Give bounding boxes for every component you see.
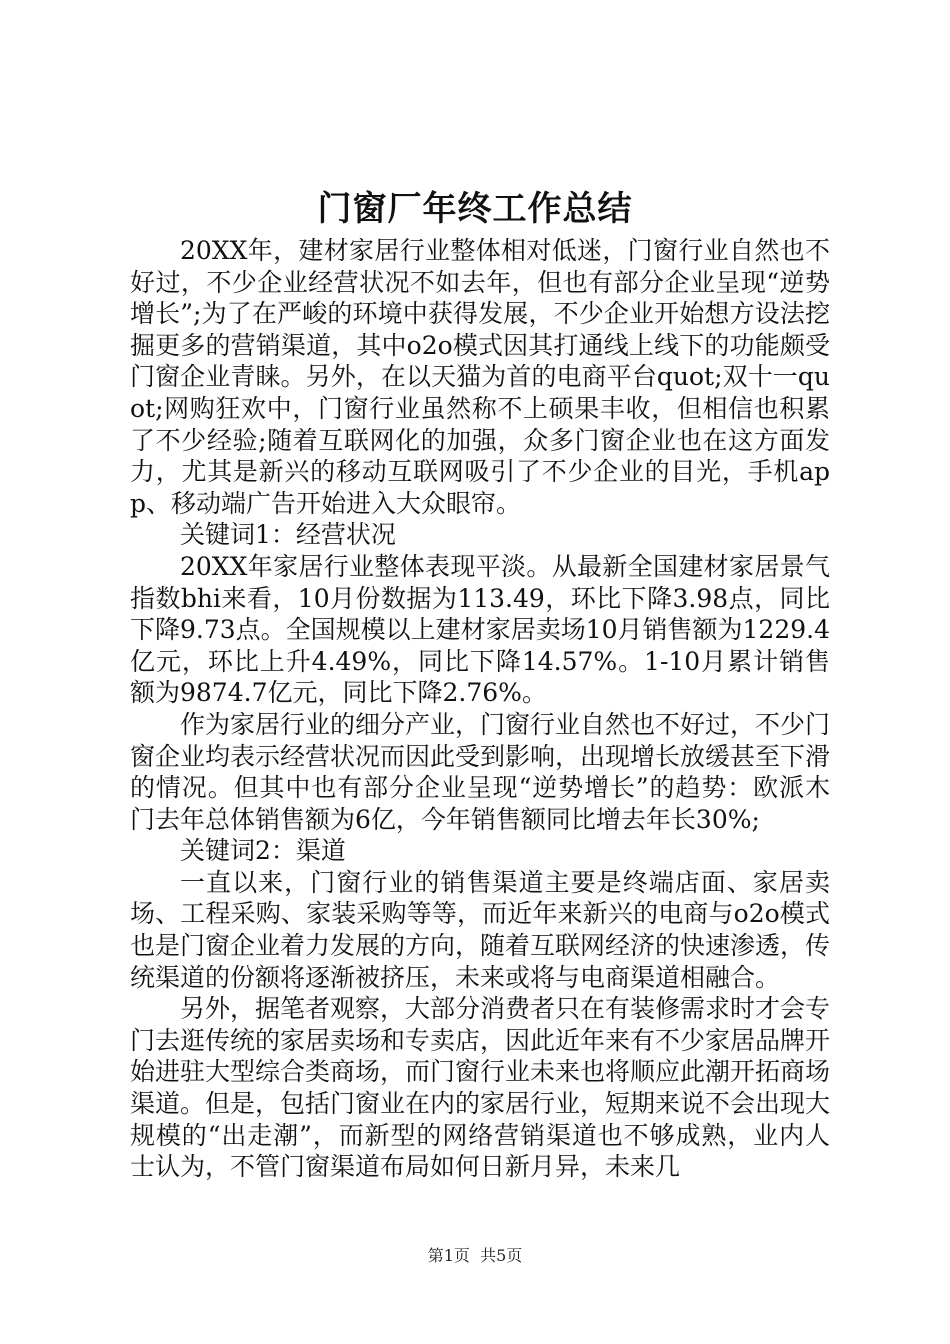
- footer-separator: [470, 1246, 480, 1265]
- paragraph-intro: 20XX年，建材家居行业整体相对低迷，门窗行业自然也不好过，不少企业经营状况不如去年，但也有部分企业呈现“逆势增长”;为了在严峻的环境中获得发展，不少企业开始想方设法挖掘更多的营销渠道，其中o2o模式因其打通线上线下的功能颇受门窗企业青睐。另外，在以天猫为首的电商平台quot;双十一quot;网购狂欢中，门窗行业虽然称不上硕果丰收，但相信也积累了不少经验;随着互联网化的加强，众多门窗企业也在这方面发力，尤其是新兴的移动互联网吸引了不少企业的目光，手机app、移动端广告开始进入大众眼帘。: [130, 236, 830, 518]
- paragraph-door-window-industry: 作为家居行业的细分产业，门窗行业自然也不好过，不少门窗企业均表示经营状况而因此受到影响，出现增长放缓甚至下滑的情况。但其中也有部分企业呈现“逆势增长”的趋势：欧派木门去年总体销售额为6亿，今年销售额同比增去年长30%;: [130, 709, 831, 834]
- keyword-heading-2: 关键词2：渠道: [180, 836, 346, 866]
- document-title: 门窗厂年终工作总结: [317, 189, 633, 229]
- keyword-heading-1: 关键词1：经营状况: [180, 520, 396, 550]
- document-body: [130, 235, 830, 1183]
- page-footer: [0, 1245, 950, 1267]
- page-total: 共5页: [480, 1246, 523, 1265]
- paragraph-observation: 另外，据笔者观察，大部分消费者只在有装修需求时才会专门去逛传统的家居卖场和专卖店，因此近年来有不少家居品牌开始进驻大型综合类商场，而门窗行业未来也将顺应此潮开拓商场渠道。但是，包括门窗业在内的家居行业，短期来说不会出现大规模的“出走潮”，而新型的网络营销渠道也不够成熟，业内人士认为，不管门窗渠道布局如何日新月异，未来几: [130, 994, 831, 1182]
- page-number: 第1页: [427, 1246, 470, 1265]
- paragraph-business-data: 20XX年家居行业整体表现平淡。从最新全国建材家居景气指数bhi来看，10月份数据为113.49，环比下降3.98点，同比下降9.73点。全国规模以上建材家居卖场10月销售额为1229.4亿元，环比上升4.49%，同比下降14.57%。1-10月累计销售额为9874.7亿元，同比下降2.76%。: [130, 551, 830, 708]
- paragraph-channels: 一直以来，门窗行业的销售渠道主要是终端店面、家居卖场、工程采购、家装采购等等，而近年来新兴的电商与o2o模式也是门窗企业着力发展的方向，随着互联网经济的快速渗透，传统渠道的份额将逐渐被挤压，未来或将与电商渠道相融合。: [130, 867, 831, 992]
